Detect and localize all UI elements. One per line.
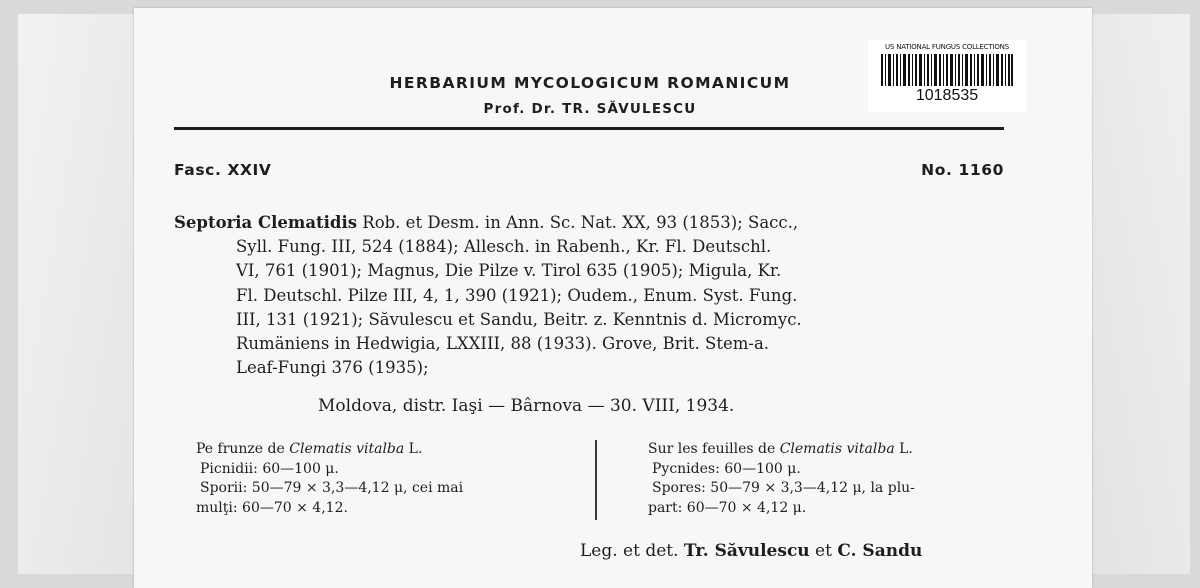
host-line (196, 440, 576, 460)
host-suffix: L. (404, 441, 423, 457)
header-rule (174, 127, 1004, 130)
barcode-label (868, 40, 1026, 112)
host-prefix: Sur les feuilles de (648, 441, 780, 457)
citation-line: Syll. Fung. III, 524 (1884); Allesch. in Rabenh., Kr. Fl. Deutschl. (236, 237, 772, 257)
fascicle: Fasc. XXIV (174, 161, 272, 179)
collectors-line (580, 541, 922, 561)
citation-line: III, 131 (1921); Săvulescu et Sandu, Beitr. z. Kenntnis d. Micromyc. (236, 309, 802, 329)
citation-block (174, 211, 1010, 380)
locality: Moldova, distr. Iaşi — Bârnova — 30. VIII, 1934. (318, 396, 735, 416)
host-suffix: L. (894, 441, 913, 457)
column-divider (595, 440, 597, 520)
host-line (648, 440, 1028, 460)
host-species: Clematis vitalba (289, 441, 405, 457)
french-description (648, 440, 1028, 518)
description-line: Pycnides: 60—100 μ. (652, 460, 801, 477)
collector-name: Tr. Săvulescu (683, 541, 810, 561)
collector-name: C. Sandu (837, 541, 923, 561)
description-line: Sporii: 50—79 × 3,3—4,12 μ, cei mai (200, 480, 464, 496)
host-prefix: Pe frunze de (196, 441, 290, 457)
citation-line: Rumäniens in Hedwigia, LXXIII, 88 (1933). Grove, Brit. Stem-a. (236, 334, 770, 354)
herbarium-title: HERBARIUM MYCOLOGICUM ROMANICUM (389, 74, 791, 92)
citation-line: Fl. Deutschl. Pilze III, 4, 1, 390 (1921); Oudem., Enum. Syst. Fung. (236, 285, 798, 305)
specimen-number: No. 1160 (921, 161, 1004, 179)
description-line: Spores: 50—79 × 3,3—4,12 μ, la plu- (652, 480, 915, 496)
envelope-flap-right (1080, 14, 1190, 574)
species-name: Septoria Clematidis (174, 213, 358, 232)
collectors-conjunction: et (809, 541, 838, 561)
barcode-icon (881, 54, 1013, 86)
citation-line (174, 211, 1010, 235)
description-line: mulţi: 60—70 × 4,12. (196, 499, 348, 516)
barcode-number: 1018535 (915, 87, 979, 104)
citation-line: Leaf-Fungi 376 (1935); (236, 358, 429, 378)
description-line: Picnidii: 60—100 μ. (200, 460, 339, 477)
herbarium-subtitle: Prof. Dr. TR. SĂVULESCU (483, 101, 697, 117)
host-species: Clematis vitalba (779, 441, 895, 457)
collectors-prefix: Leg. et det. (580, 541, 684, 561)
description-line: part: 60—70 × 4,12 μ. (648, 499, 807, 516)
envelope-flap-left (18, 14, 148, 574)
citation-line-text: Rob. et Desm. in Ann. Sc. Nat. XX, 93 (1853); Sacc., (362, 213, 799, 232)
romanian-description (196, 440, 576, 518)
citation-line: VI, 761 (1901); Magnus, Die Pilze v. Tirol 635 (1905); Migula, Kr. (236, 261, 782, 281)
barcode-header: US NATIONAL FUNGUS COLLECTIONS (885, 43, 1009, 51)
